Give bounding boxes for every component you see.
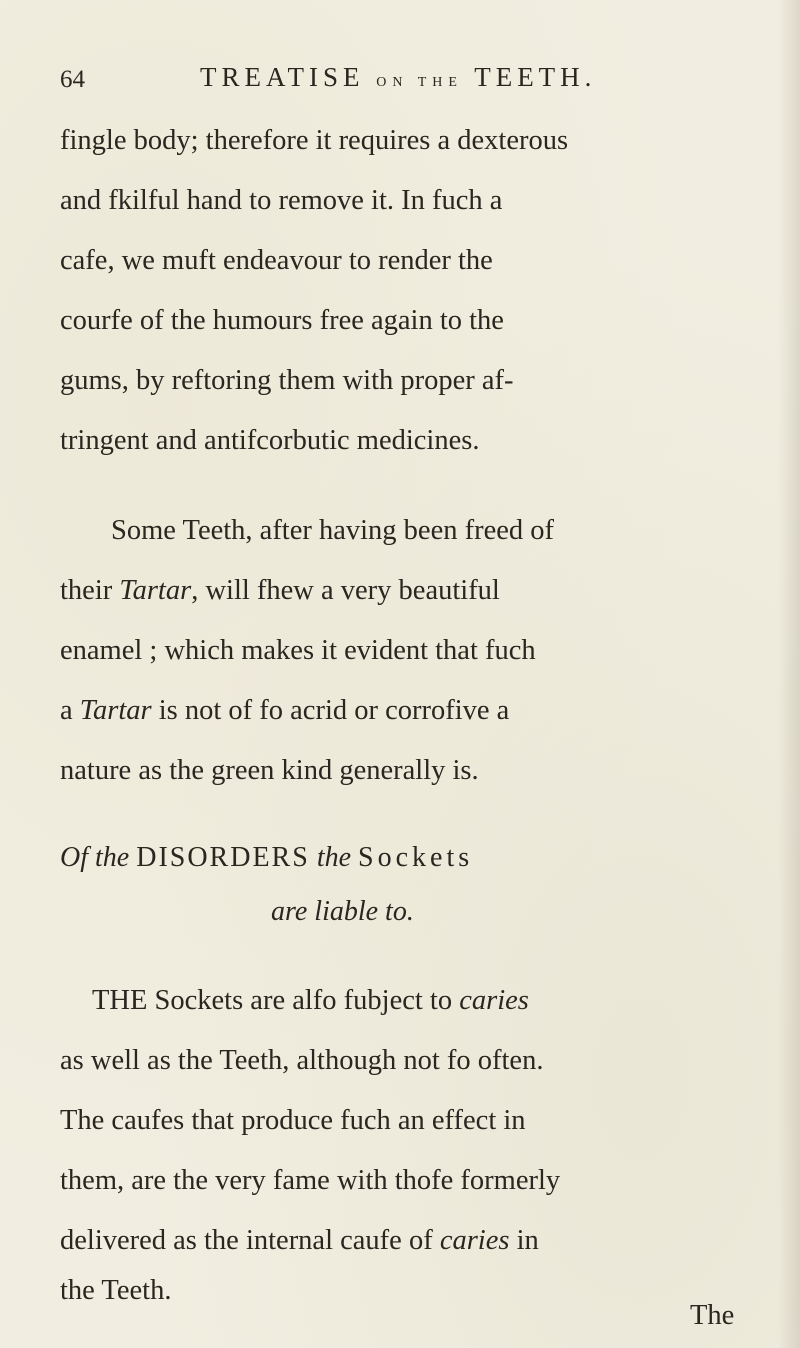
text-line: courfe of the humours free again to the bbox=[60, 305, 504, 336]
italic-term: Tartar bbox=[79, 695, 152, 726]
text-line: the Teeth. bbox=[60, 1275, 172, 1306]
text-line: nature as the green kind generally is. bbox=[60, 755, 479, 786]
text-line: as well as the Teeth, although not fo often. bbox=[60, 1045, 544, 1076]
heading-sockets: Sockets bbox=[358, 842, 474, 873]
running-title bbox=[200, 62, 596, 93]
running-header bbox=[60, 62, 760, 102]
text-line: fingle body; therefore it requires a dexterous bbox=[60, 125, 569, 156]
text-run: a bbox=[60, 695, 80, 726]
text-line: and fkilful hand to remove it. In fuch a bbox=[60, 185, 503, 216]
running-title-on-the: ON THE bbox=[376, 75, 463, 90]
running-title-teeth: TEETH. bbox=[474, 62, 597, 92]
heading-disorders: DISORDERS bbox=[136, 842, 310, 873]
italic-term: Tartar bbox=[119, 575, 192, 606]
text-line: them, are the very fame with thofe formerly bbox=[60, 1165, 561, 1196]
text-line bbox=[92, 984, 529, 1018]
section-heading bbox=[60, 842, 473, 874]
page-number: 64 bbox=[60, 66, 85, 93]
text-run: THE Sockets are alfo fubject to bbox=[92, 985, 460, 1016]
running-title-treatise: TREATISE bbox=[200, 62, 365, 92]
italic-term: caries bbox=[459, 985, 529, 1016]
section-subheading: are liable to. bbox=[271, 896, 414, 927]
heading-the: the bbox=[316, 842, 352, 873]
heading-of-the: Of the bbox=[60, 842, 130, 873]
text-run: in bbox=[509, 1225, 539, 1256]
italic-term: caries bbox=[439, 1225, 510, 1256]
text-run: is not of fo acrid or corrofive a bbox=[151, 695, 510, 726]
text-run: delivered as the internal caufe of bbox=[60, 1225, 440, 1256]
text-line: cafe, we muft endeavour to render the bbox=[60, 245, 493, 276]
catchword: The bbox=[690, 1300, 735, 1331]
text-line: tringent and antifcorbutic medicines. bbox=[60, 425, 480, 456]
text-run: , will fhew a very beautiful bbox=[191, 575, 500, 606]
text-line: enamel ; which makes it evident that fuch bbox=[60, 635, 536, 666]
text-line bbox=[60, 1224, 539, 1258]
text-line: gums, by reftoring them with proper af- bbox=[60, 365, 514, 396]
text-run: their bbox=[60, 575, 120, 606]
text-line bbox=[60, 574, 500, 608]
page-edge-shadow bbox=[778, 0, 800, 1348]
text-line bbox=[60, 694, 509, 728]
text-line: The caufes that produce fuch an effect in bbox=[60, 1105, 526, 1136]
text-line: Some Teeth, after having been freed of bbox=[111, 515, 555, 546]
